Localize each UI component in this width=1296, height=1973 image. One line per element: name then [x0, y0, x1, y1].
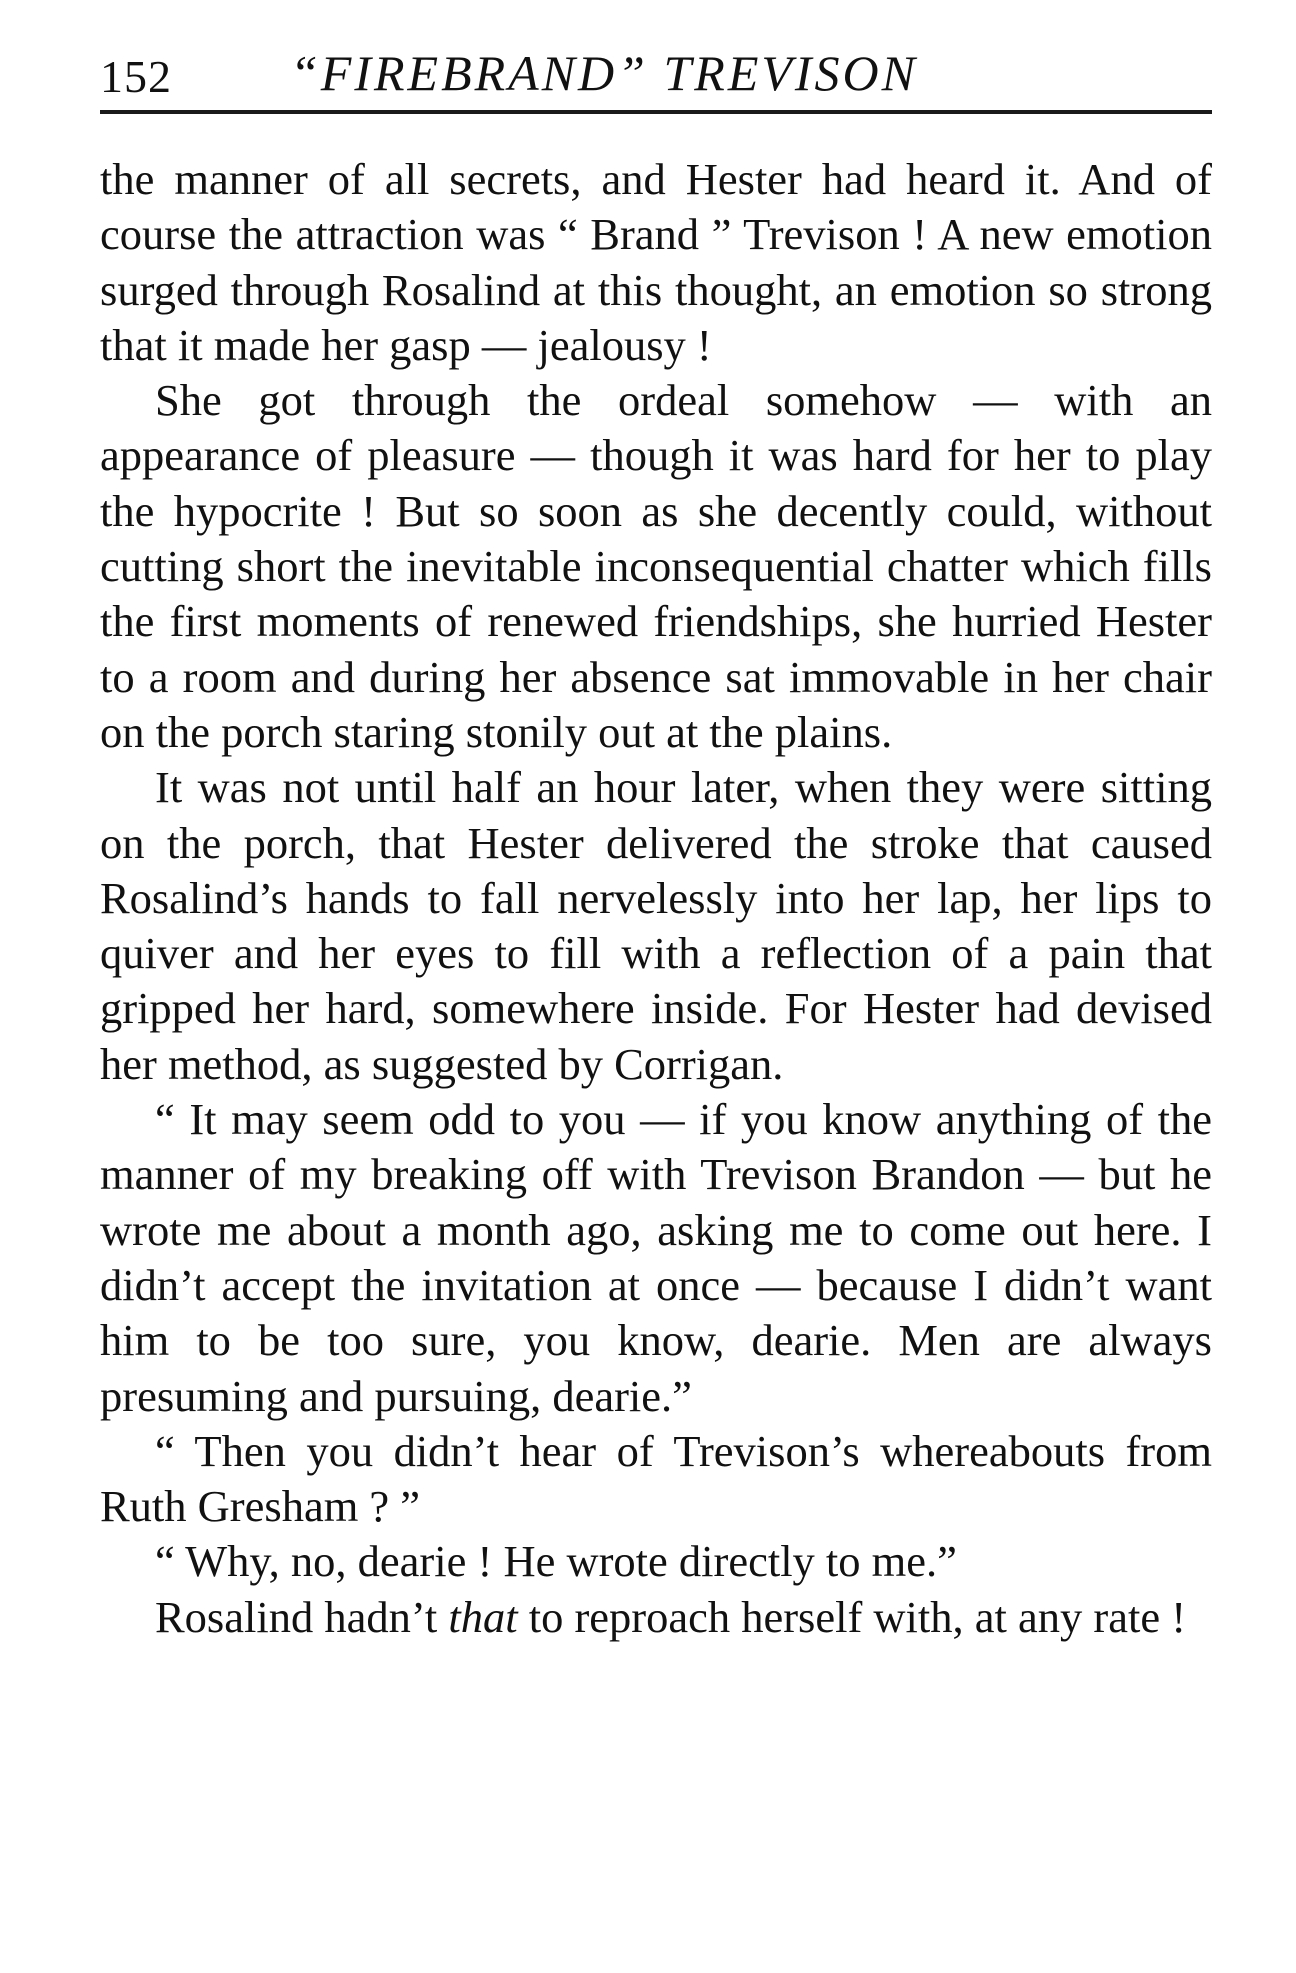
paragraph-6: “ Why, no, dearie ! He wrote directly to me.” — [155, 1536, 957, 1587]
page-number: 152 — [100, 51, 172, 102]
paragraph-7-start: Rosalind hadn’t — [155, 1591, 449, 1642]
paragraph-7-end: to reproach herself with, at any rate ! — [517, 1591, 1187, 1642]
body-text — [100, 152, 1212, 1645]
paragraph-3: It was not until half an hour later, when they were sitting on the porch, that Hester delivered the stroke that caused Rosalind’s hands to fall nervelessly into her lap, her lips to quiver and her eyes to fill with a reflection of a pain that gripped her hard, somewhere inside. For Hester had devised her method, as suggested by Corrigan. — [100, 762, 1212, 1089]
paragraph-4: “ It may seem odd to you — if you know anything of the manner of my breaking off with Trevison Brandon — but he wrote me about a month ago, asking me to come out here. I didn’t accept the invitation at once — because I didn’t want him to be too sure, you know, dearie. Men are always presuming and pursuing, dearie.” — [100, 1094, 1212, 1421]
running-title: “FIREBRAND” TREVISON — [290, 45, 919, 101]
paragraph-2: She got through the ordeal somehow — with an appearance of pleasure — though it was hard for her to play the hypocrite ! But so soon as she decently could, without cutting short the inevitable inconsequential chatter which fills the first moments of renewed friendships, she hurried Hester to a room and during her absence sat immovable in her chair on the porch staring stonily out at the plains. — [100, 375, 1212, 757]
book-page — [100, 40, 1212, 1645]
running-head — [100, 40, 1212, 114]
paragraph-7 — [100, 1590, 1212, 1645]
emphasized-word: that — [448, 1591, 518, 1642]
paragraph-5: “ Then you didn’t hear of Trevison’s whereabouts from Ruth Gresham ? ” — [100, 1425, 1212, 1532]
paragraph-1: the manner of all secrets, and Hester had heard it. And of course the attraction was “ Brand ” Trevison ! A new emotion surged through Rosalind at this thought, an emotion so strong that it made her gasp — jealousy ! — [100, 154, 1212, 370]
